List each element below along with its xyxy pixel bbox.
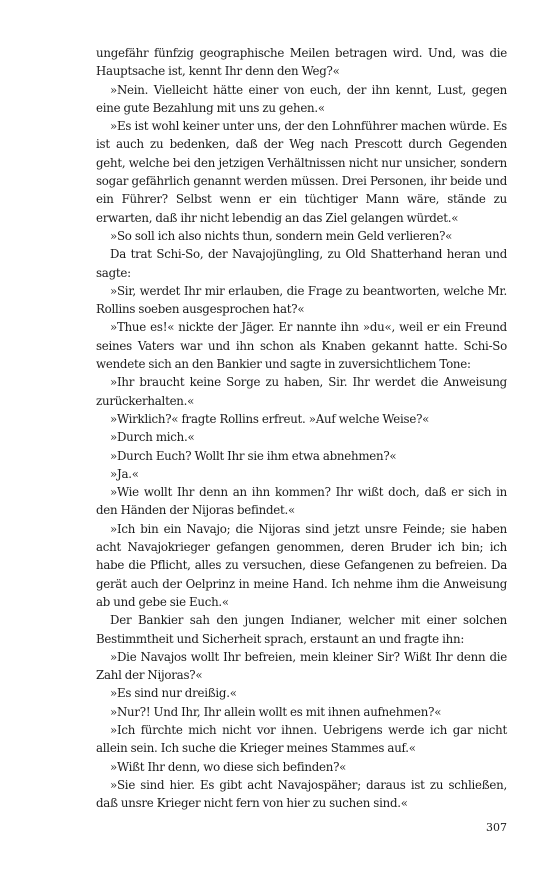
paragraph: »Durch Euch? Wollt Ihr sie ihm etwa abnehmen?« [110, 448, 397, 463]
paragraph: »Wie wollt Ihr denn an ihn kommen? Ihr wißt doch, daß er sich in den Händen der Nijoras befindet.« [96, 485, 507, 518]
page-number: 307 [486, 821, 507, 834]
paragraph: »Ihr braucht keine Sorge zu haben, Sir. Ihr werdet die Anweisung zurückerhalten.« [96, 375, 507, 408]
paragraph: »Wirklich?« fragte Rollins erfreut. »Auf welche Weise?« [110, 411, 430, 426]
paragraph: »Thue es!« nickte der Jäger. Er nannte ihn »du«, weil er ein Freund seines Vaters war und ihn schon als Knaben gekannt hatte. Schi-So wendete sich an den Bankier und sagte in zuversichtlichem Tone: [96, 320, 507, 372]
paragraph: »So soll ich also nichts thun, sondern mein Geld verlieren?« [110, 228, 453, 243]
paragraph: »Durch mich.« [110, 430, 195, 445]
paragraph: ungefähr fünfzig geographische Meilen betragen wird. Und, was die Hauptsache ist, kennt Ihr denn den Weg?« [96, 46, 507, 79]
paragraph: »Es ist wohl keiner unter uns, der den Lohnführer machen würde. Es ist auch zu bedenken, daß der Weg nach Prescott durch Gegenden geht, welche bei den jetzigen Verhältnissen nicht nur unsicher, sondern sogar gefährlich genannt werden müssen. Drei Personen, ihr beide und ein Führer? Selbst wenn er ein tüchtiger Mann wäre, stände zu erwarten, daß ihr nicht lebendig an das Ziel gelangen würdet.« [96, 119, 507, 225]
paragraph: »Ja.« [110, 466, 139, 481]
body-text [96, 44, 507, 812]
paragraph: »Nein. Vielleicht hätte einer von euch, der ihn kennt, Lust, gegen eine gute Bezahlung mit uns zu gehen.« [96, 82, 507, 115]
paragraph: »Nur?! Und Ihr, Ihr allein wollt es mit ihnen aufnehmen?« [110, 704, 442, 719]
paragraph: »Ich fürchte mich nicht vor ihnen. Uebrigens werde ich gar nicht allein sein. Ich suche die Krieger meines Stammes auf.« [96, 722, 507, 756]
paragraph: Da trat Schi-So, der Navajojüngling, zu Old Shatterhand heran und sagte: [96, 247, 507, 280]
paragraph: »Die Navajos wollt Ihr befreien, mein kleiner Sir? Wißt Ihr denn die Zahl der Nijoras?« [96, 649, 507, 683]
paragraph: »Ich bin ein Navajo; die Nijoras sind jetzt unsre Feinde; sie haben acht Navajokrieger gefangen genommen, deren Bruder ich bin; ich habe die Pflicht, alles zu versuchen, diese Gefangenen zu befreien. Da gerät auch der Oelprinz in meine Hand. Ich nehme ihm die Anweisung ab und gebe sie Euch.« [96, 521, 507, 609]
paragraph: »Wißt Ihr denn, wo diese sich befinden?« [110, 759, 347, 774]
paragraph: »Sir, werdet Ihr mir erlauben, die Frage zu beantworten, welche Mr. Rollins soeben ausgesprochen hat?« [96, 283, 507, 317]
paragraph: Der Bankier sah den jungen Indianer, welcher mit einer solchen Bestimmtheit und Sicherheit sprach, erstaunt an und fragte ihn: [96, 613, 507, 646]
paragraph: »Es sind nur dreißig.« [110, 686, 237, 701]
paragraph: »Sie sind hier. Es gibt acht Navajospäher; daraus ist zu schließen, daß unsre Krieger nicht fern von hier zu suchen sind.« [96, 777, 507, 811]
